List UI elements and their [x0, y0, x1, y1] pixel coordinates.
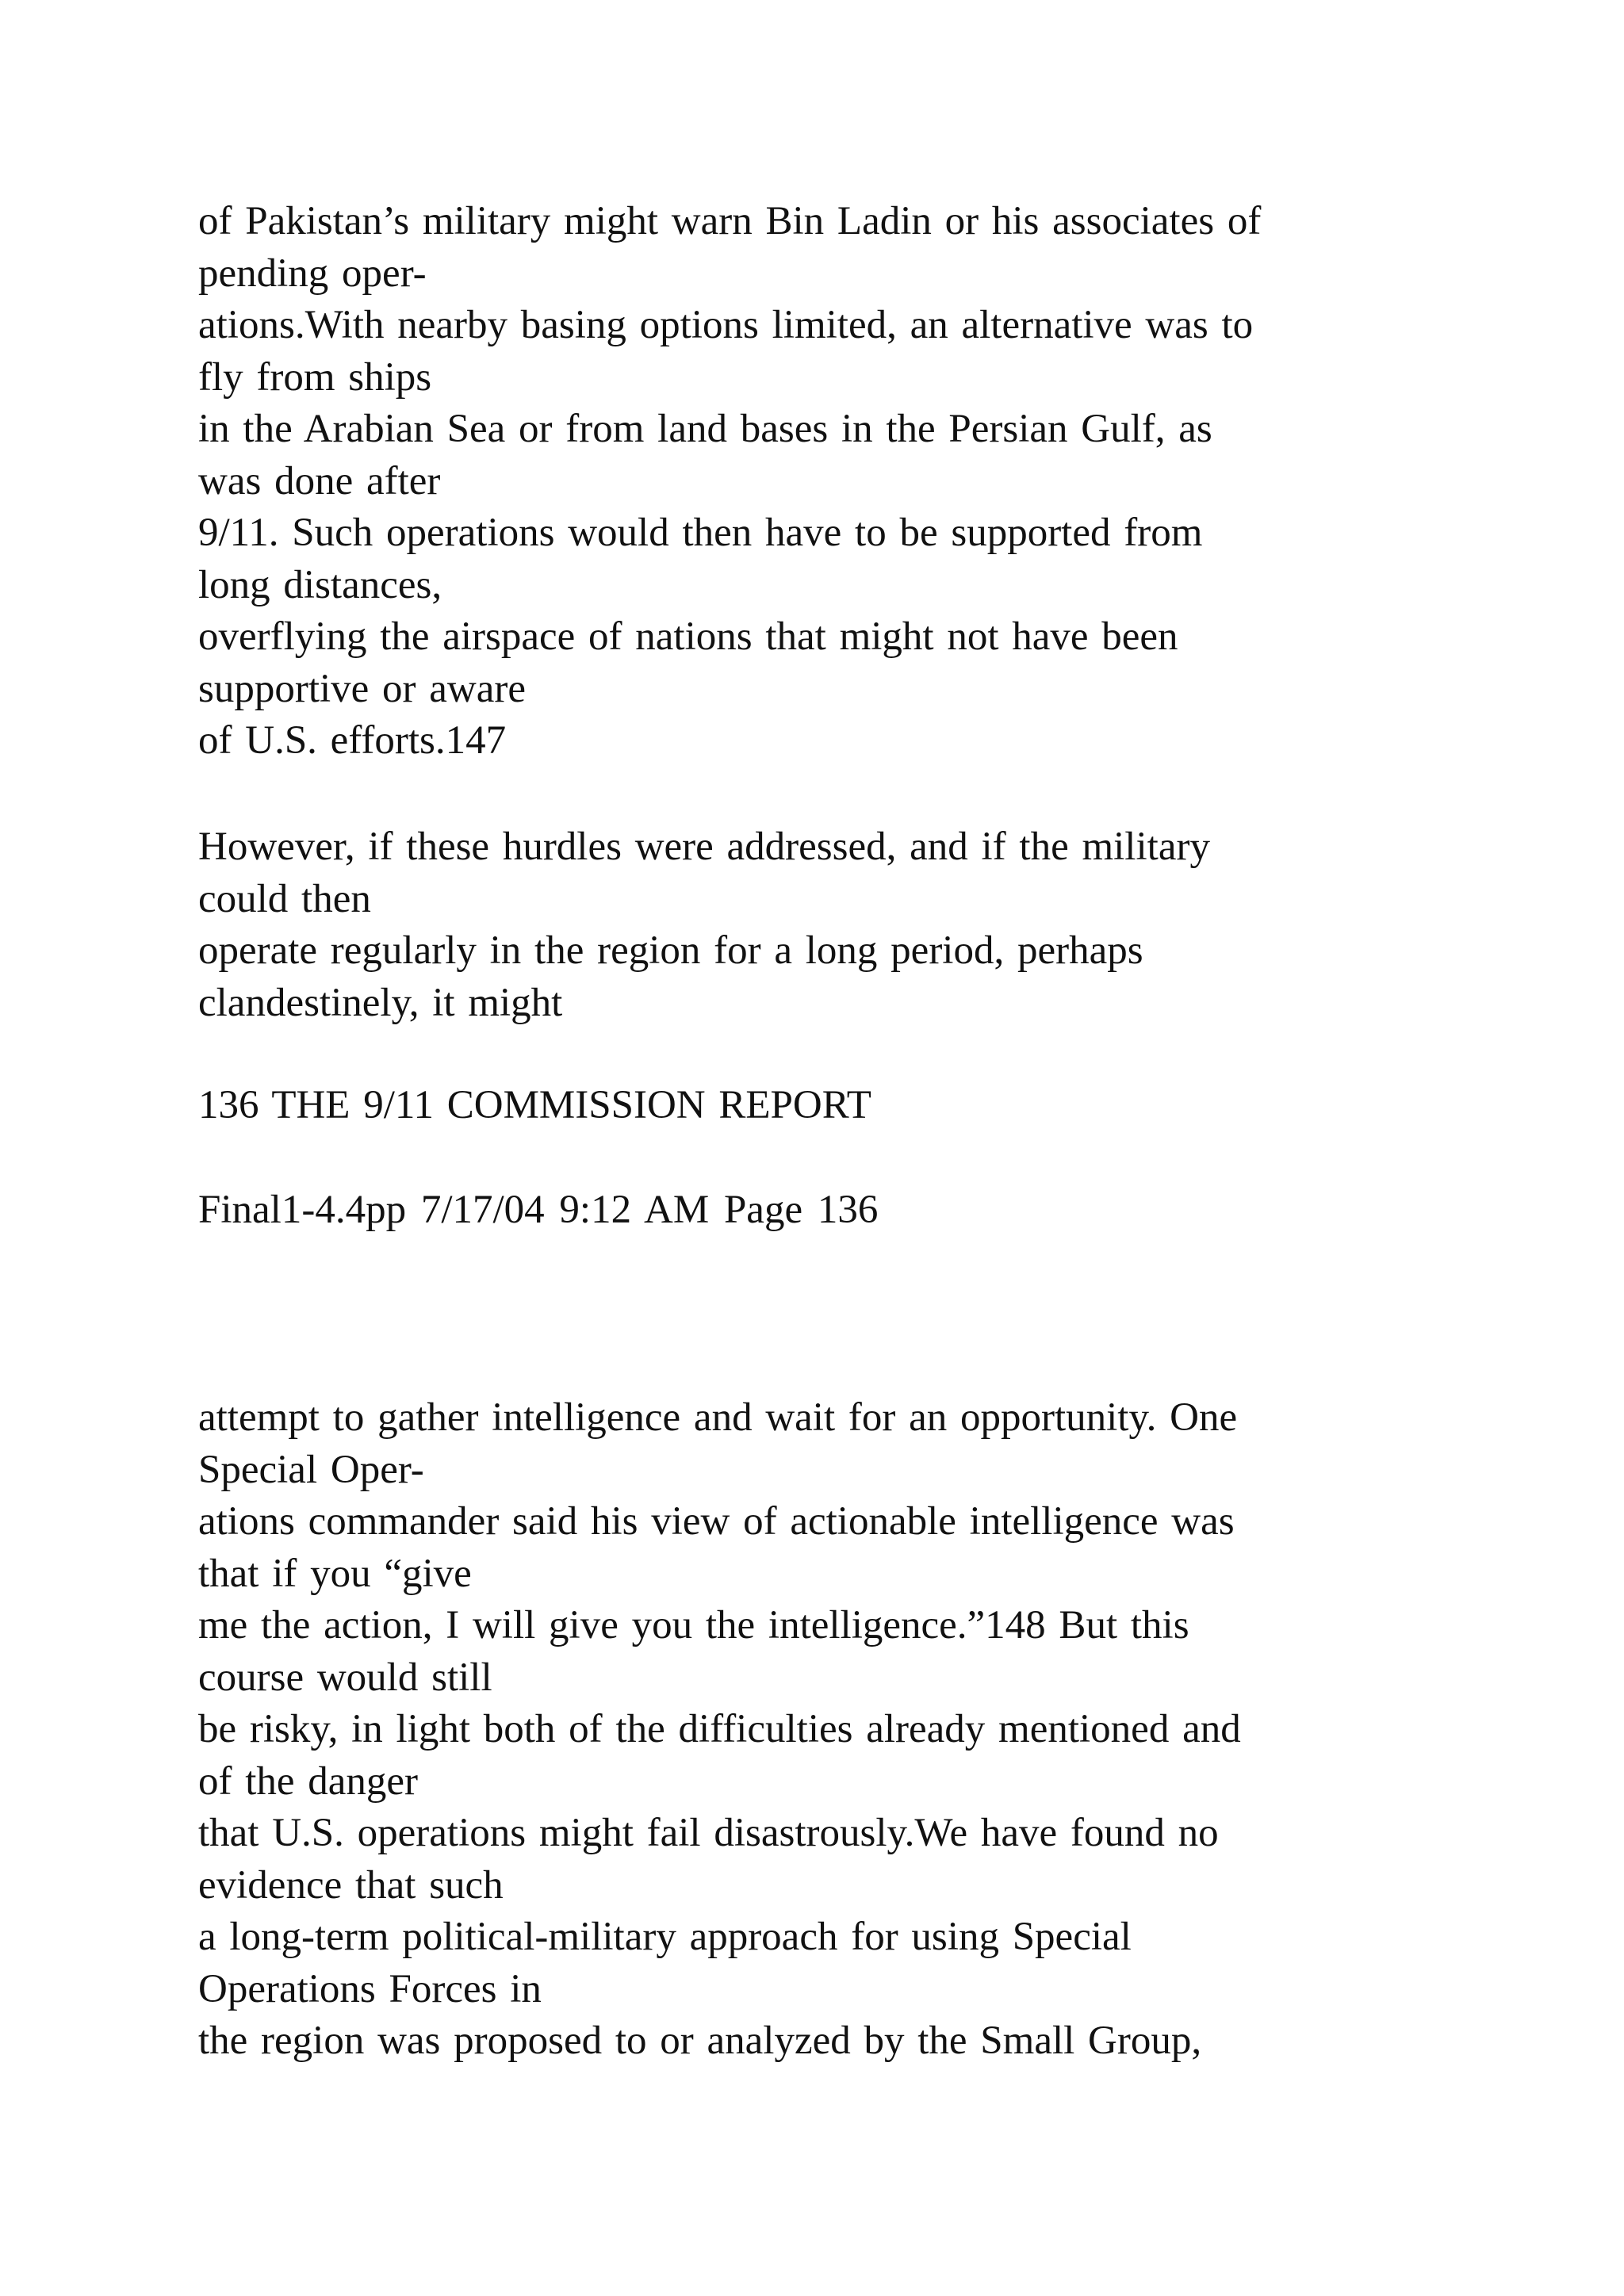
- text-line: supportive or aware: [198, 666, 527, 711]
- paragraph-intelligence: [198, 1392, 1515, 2068]
- text-line: was done after: [198, 458, 441, 503]
- text-line: of U.S. efforts.147: [198, 718, 507, 763]
- text-line: fly from ships: [198, 354, 432, 400]
- text-line: of the danger: [198, 1758, 419, 1804]
- running-footer-title: [198, 1080, 1515, 1132]
- text-line: ations.With nearby basing options limited, an alternative was to: [198, 303, 1254, 347]
- text-line: a long-term political-military approach for using Special: [198, 1915, 1132, 1959]
- text-line: Special Oper-: [198, 1447, 424, 1492]
- text-line: in the Arabian Sea or from land bases in the Persian Gulf, as: [198, 407, 1212, 451]
- paragraph-hurdles: [198, 821, 1515, 1029]
- text-line: the region was proposed to or analyzed by the Small Group,: [198, 2019, 1202, 2063]
- text-line: clandestinely, it might: [198, 980, 563, 1025]
- print-slug: [198, 1184, 1515, 1237]
- text-line: be risky, in light both of the difficulties already mentioned and: [198, 1707, 1241, 1751]
- text-line: However, if these hurdles were addressed, and if the military: [198, 825, 1210, 869]
- text-line: of Pakistan’s military might warn Bin Ladin or his associates of: [198, 199, 1262, 243]
- footer-title-text: 136 THE 9/11 COMMISSION REPORT: [198, 1083, 871, 1127]
- text-line: that U.S. operations might fail disastrously.We have found no: [198, 1811, 1219, 1855]
- text-line: evidence that such: [198, 1862, 504, 1908]
- paragraph-pakistan-basing: [198, 196, 1515, 767]
- text-line: pending oper-: [198, 251, 427, 296]
- text-line: overflying the airspace of nations that might not have been: [198, 614, 1178, 659]
- text-line: Operations Forces in: [198, 1966, 542, 2011]
- text-line: could then: [198, 876, 371, 921]
- print-slug-text: Final1-4.4pp 7/17/04 9:12 AM Page 136: [198, 1188, 879, 1232]
- text-line: that if you “give: [198, 1551, 472, 1596]
- text-line: me the action, I will give you the intelligence.”148 But this: [198, 1603, 1189, 1647]
- text-line: ations commander said his view of actionable intelligence was: [198, 1499, 1235, 1544]
- text-line: long distances,: [198, 562, 442, 607]
- text-line: attempt to gather intelligence and wait for an opportunity. One: [198, 1395, 1238, 1440]
- text-line: operate regularly in the region for a long period, perhaps: [198, 928, 1143, 973]
- text-line: 9/11. Such operations would then have to be supported from: [198, 511, 1203, 555]
- text-line: course would still: [198, 1655, 492, 1700]
